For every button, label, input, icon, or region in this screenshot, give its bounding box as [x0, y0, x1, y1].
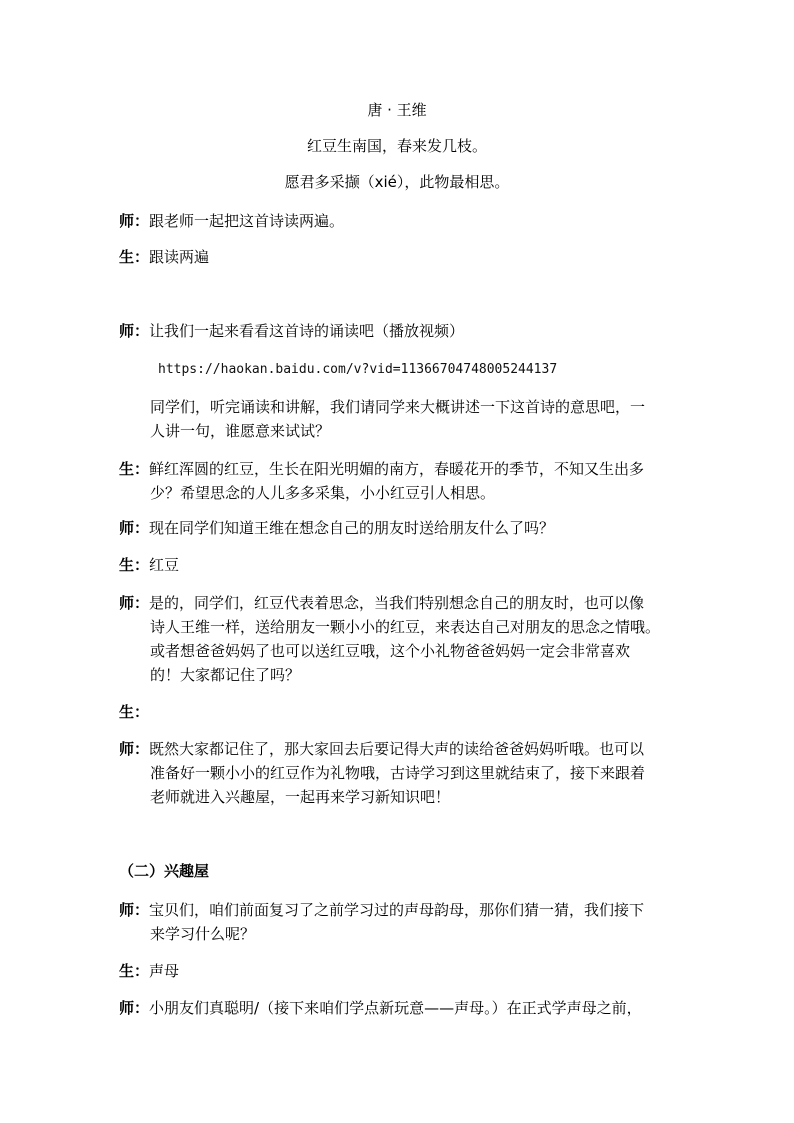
dialogue-text: 现在同学们知道王维在想念自己的朋友时送给朋友什么了吗？	[149, 519, 555, 537]
dialogue-line	[119, 247, 209, 267]
speaker-label: 师：	[119, 212, 150, 230]
dialogue-text: 既然大家都记住了，那大家回去后要记得大声的读给爸爸妈妈听哦。也可以	[149, 740, 645, 758]
dialogue-text: 让我们一起来看看这首诗的诵读吧（播放视频）	[149, 322, 465, 340]
dialogue-line	[119, 555, 179, 575]
speaker-label: 生：	[119, 460, 150, 478]
speaker-label: 师：	[119, 322, 150, 340]
dialogue-line	[119, 211, 344, 231]
dialogue-line	[119, 593, 644, 613]
speaker-label: 师：	[119, 594, 150, 612]
dialogue-continuation: 或者想爸爸妈妈了也可以送红豆哦，这个小礼物爸爸妈妈一定会非常喜欢	[150, 642, 631, 660]
speaker-label: 师：	[119, 999, 150, 1017]
dialogue-line	[119, 998, 642, 1018]
dialogue-text: 小朋友们真聪明/（接下来咱们学点新玩意——声母。）在正式学声母之前，	[149, 999, 642, 1017]
speaker-label: 生：	[119, 248, 150, 266]
speaker-label: 师：	[119, 519, 150, 537]
intro-line-1: 同学们，听完诵读和讲解，我们请同学来大概讲述一下这首诗的意思吧，一	[150, 398, 646, 416]
dialogue-line	[119, 518, 554, 538]
dialogue-line	[119, 321, 464, 341]
video-link[interactable]: https://haokan.baidu.com/v?vid=11366704748005244137	[158, 362, 558, 377]
speaker-label: 师：	[119, 740, 150, 758]
speaker-label: 生：	[119, 962, 150, 980]
dialogue-continuation: 的！大家都记住了吗？	[150, 666, 301, 684]
dialogue-continuation: 来学习什么呢？	[150, 925, 256, 943]
dialogue-text: 是的，同学们，红豆代表着思念，当我们特别想念自己的朋友时，也可以像	[149, 594, 645, 612]
dialogue-continuation: 诗人王维一样，送给朋友一颗小小的红豆，来表达自己对朋友的思念之情哦。	[150, 618, 661, 636]
dialogue-text: 跟老师一起把这首诗读两遍。	[149, 212, 345, 230]
dialogue-continuation: 准备好一颗小小的红豆作为礼物哦，古诗学习到这里就结束了，接下来跟着	[150, 764, 646, 782]
poem-line-2: 愿君多采撷（xié），此物最相思。	[284, 173, 510, 191]
speaker-label: 生：	[119, 556, 150, 574]
intro-line-2: 人讲一句，谁愿意来试试？	[150, 422, 331, 440]
speaker-label: 师：	[119, 901, 150, 919]
speaker-label: 生：	[119, 703, 150, 721]
dialogue-text: 跟读两遍	[149, 248, 210, 266]
section-heading: （二）兴趣屋	[119, 862, 210, 880]
dialogue-text: 红豆	[149, 556, 180, 574]
dialogue-line	[119, 900, 644, 920]
dialogue-continuation: 老师就进入兴趣屋，一起再来学习新知识吧！	[150, 788, 451, 806]
dialogue-text: 宝贝们，咱们前面复习了之前学习过的声母韵母，那你们猜一猜，我们接下	[149, 901, 645, 919]
dialogue-text: 鲜红浑圆的红豆，生长在阳光明媚的南方，春暖花开的季节，不知又生出多	[149, 460, 645, 478]
dialogue-line	[119, 459, 644, 479]
dialogue-line	[119, 739, 644, 759]
poem-line-1: 红豆生南国，春来发几枝。	[306, 137, 487, 155]
dialogue-line	[119, 961, 179, 981]
dialogue-line	[119, 702, 149, 722]
poem-author: 唐 · 王维	[367, 101, 427, 119]
dialogue-text: 声母	[149, 962, 180, 980]
dialogue-continuation: 少？希望思念的人儿多多采集，小小红豆引人相思。	[150, 484, 496, 502]
